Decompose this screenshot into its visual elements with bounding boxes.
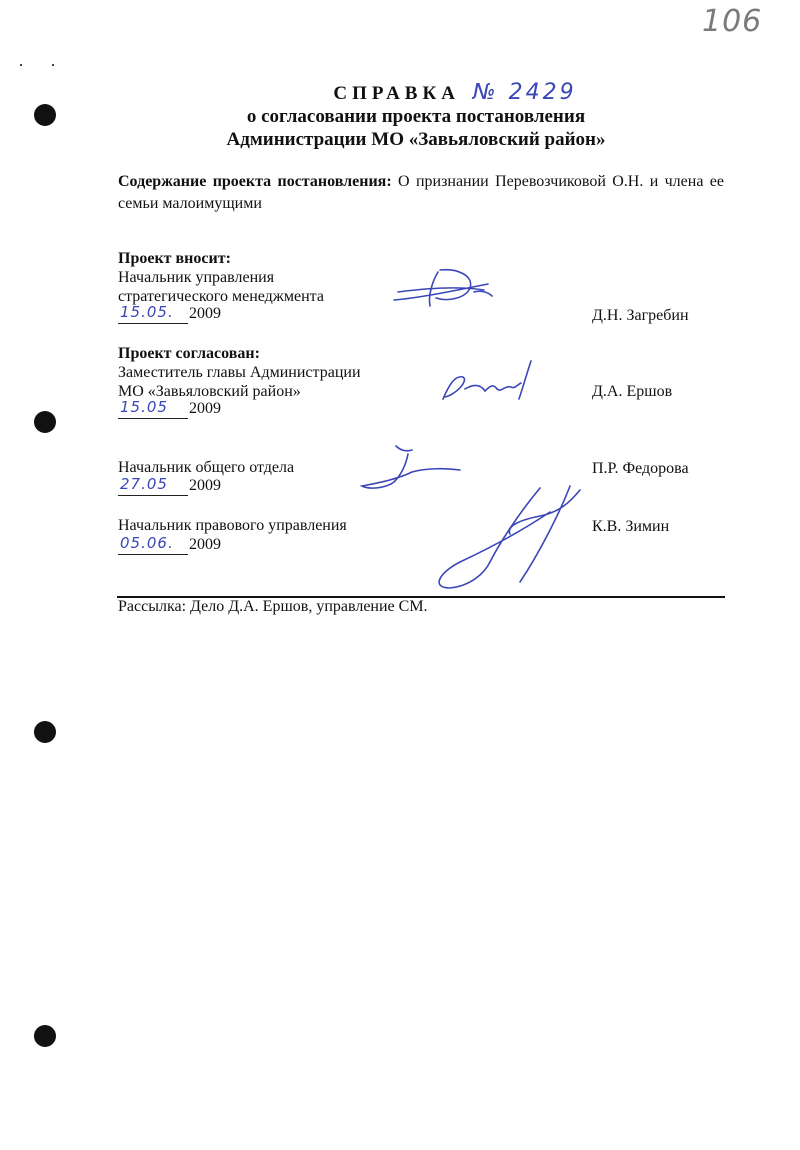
document-title: СПРАВКА — [333, 83, 460, 104]
submitter-position-1: Начальник управления — [118, 269, 275, 286]
approver-3-year: 2009 — [189, 536, 221, 553]
subtitle-line-2: Администрации МО «Завьяловский район» — [226, 129, 606, 150]
submitter-year: 2009 — [189, 305, 221, 322]
approvals-heading: Проект согласован: — [118, 345, 260, 362]
page-number: 106 — [702, 4, 763, 39]
punch-hole — [34, 1025, 56, 1047]
document-title-row — [0, 80, 800, 105]
signature-zagrebin — [388, 262, 498, 312]
approver-3-position-1: Начальник правового управления — [118, 517, 347, 534]
subtitle-line-1: о согласовании проекта постановления — [246, 106, 586, 127]
approver-1-date: 15.05 — [120, 398, 168, 416]
mailing-list: Рассылка: Дело Д.А. Ершов, управление СМ. — [118, 598, 428, 615]
approver-2-name: П.Р. Федорова — [592, 460, 689, 477]
approver-2-year: 2009 — [189, 477, 221, 494]
approver-3-date: 05.06. — [120, 534, 174, 552]
punch-hole — [34, 411, 56, 433]
approver-3-name: К.В. Зимин — [592, 518, 670, 535]
submitter-position-2: стратегического менеджмента — [118, 288, 324, 305]
document-number: № 2429 — [472, 80, 577, 105]
content-text: О признании Перевозчиковой О.Н. и члена ее семьи малоимущими — [118, 173, 724, 212]
submitter-heading: Проект вносит: — [118, 250, 231, 267]
submitter-date: 15.05. — [120, 303, 174, 321]
content-label: Содержание проекта постановления: — [118, 173, 392, 190]
approver-1-year: 2009 — [189, 400, 221, 417]
approver-1-position-1: Заместитель главы Администрации — [118, 364, 361, 381]
approver-2-date: 27.05 — [120, 475, 168, 493]
punch-hole — [34, 721, 56, 743]
approver-1-position-2: МО «Завьяловский район» — [118, 383, 301, 400]
approver-2-position-1: Начальник общего отдела — [118, 459, 295, 476]
submitter-name: Д.Н. Загребин — [592, 307, 689, 324]
signature-ershov — [435, 355, 555, 405]
scan-dot — [20, 64, 22, 66]
content-paragraph — [118, 171, 724, 215]
approver-1-name: Д.А. Ершов — [592, 383, 673, 400]
signature-zimin — [420, 482, 590, 594]
scan-dot — [52, 64, 54, 66]
